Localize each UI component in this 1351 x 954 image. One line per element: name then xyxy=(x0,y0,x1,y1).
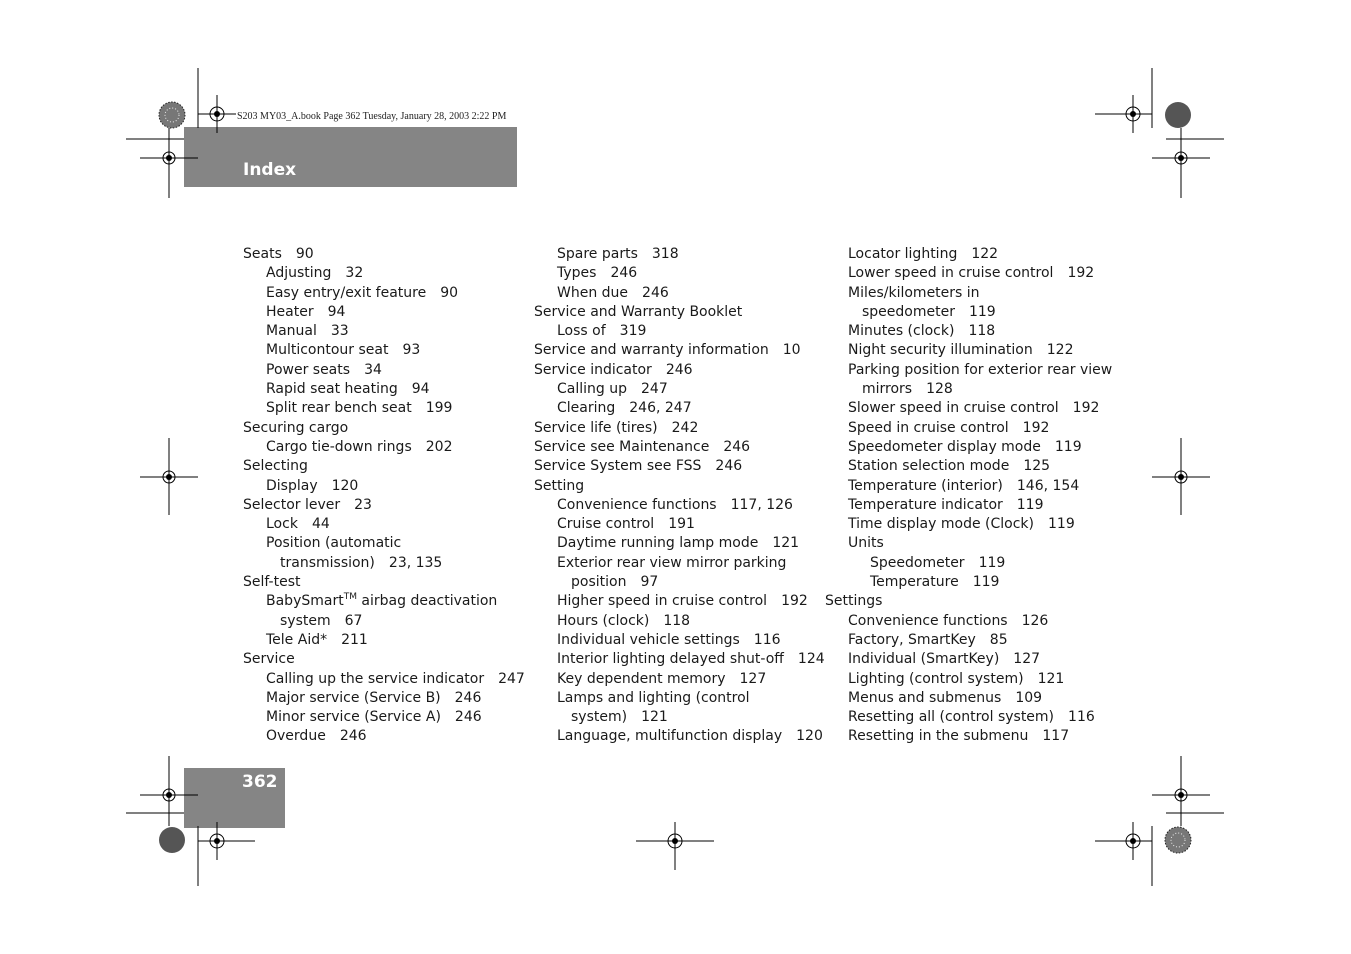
index-term: Daytime running lamp mode xyxy=(557,535,759,552)
index-term: Heater xyxy=(266,303,314,320)
index-page-ref: 119 xyxy=(1054,438,1082,455)
index-term: Calling up xyxy=(557,381,627,398)
index-page-ref: 318 xyxy=(651,246,679,262)
index-term: Convenience functions xyxy=(848,612,1008,629)
index-page-ref: 118 xyxy=(968,323,996,340)
index-page-ref: 85 xyxy=(989,631,1008,648)
index-term: mirrors xyxy=(862,381,913,398)
index-page-ref: 122 xyxy=(1046,342,1074,359)
index-term: Speed in cruise control xyxy=(848,419,1009,436)
index-term: Station selection mode xyxy=(848,458,1010,475)
index-term: Time display mode (Clock) xyxy=(848,516,1034,533)
index-term: Temperature indicator xyxy=(848,496,1003,513)
index-page-ref: 124 xyxy=(797,651,825,668)
index-page-ref: 109 xyxy=(1015,689,1043,706)
index-page-ref: 117 xyxy=(1042,728,1070,745)
index-term: Service and Warranty Booklet xyxy=(534,303,743,320)
index-page-ref: 44 xyxy=(311,516,330,533)
index-page-ref: 127 xyxy=(739,670,767,687)
index-page-ref: 246 xyxy=(665,361,693,378)
index-page-ref: 120 xyxy=(796,728,823,745)
index-term: Key dependent memory xyxy=(557,670,726,687)
index-page-ref: 121 xyxy=(1037,670,1065,687)
index-page-ref: 119 xyxy=(972,574,1000,591)
index-term: position xyxy=(571,574,627,591)
index-page-ref: 247 xyxy=(641,381,668,398)
index-page-ref: 211 xyxy=(341,631,368,648)
section-title: Index xyxy=(243,160,297,180)
index-page-ref: 192 xyxy=(1022,419,1050,436)
index-page-ref: 121 xyxy=(641,709,668,726)
index-term-continued: airbag deactivation xyxy=(356,593,498,610)
index-term: Multicontour seat xyxy=(266,342,389,359)
index-page-ref: 33 xyxy=(330,323,349,340)
index-term: Self-test xyxy=(243,574,301,591)
index-term: Factory, SmartKey xyxy=(848,631,976,648)
index-page-ref: 120 xyxy=(331,477,359,494)
index-page-ref: 242 xyxy=(671,419,699,436)
index-term: Resetting all (control system) xyxy=(848,709,1055,726)
index-term: Split rear bench seat xyxy=(266,400,412,417)
index-page-ref: 246 xyxy=(715,458,743,475)
index-term: Manual xyxy=(266,323,317,340)
index-term: Night security illumination xyxy=(848,342,1033,359)
trademark-superscript: TM xyxy=(343,592,357,603)
index-page-ref: 121 xyxy=(772,535,800,552)
index-page-ref: 97 xyxy=(640,574,659,591)
index-page-ref: 119 xyxy=(1048,516,1075,533)
index-term: Adjusting xyxy=(266,265,332,282)
index-page-ref: 23 xyxy=(354,496,372,513)
index-page-ref: 202 xyxy=(425,438,453,455)
index-term: BabySmart xyxy=(266,593,344,610)
index-term: Parking position for exterior rear view xyxy=(848,361,1113,378)
index-page-ref: 32 xyxy=(345,265,364,282)
index-term: Lighting (control system) xyxy=(848,670,1024,687)
index-term: Resetting in the submenu xyxy=(848,728,1029,745)
index-page-ref: 247 xyxy=(498,670,525,687)
index-term: Easy entry/exit feature xyxy=(266,284,427,301)
index-term: Service System see FSS xyxy=(534,458,702,475)
index-term: Lamps and lighting (control xyxy=(557,689,750,706)
index-term: Lock xyxy=(266,516,298,533)
index-term: Power seats xyxy=(266,361,351,378)
index-term: Temperature (interior) xyxy=(848,477,1003,494)
index-term: Rapid seat heating xyxy=(266,381,398,398)
index-page-ref: 122 xyxy=(971,246,999,262)
index-page-ref: 93 xyxy=(402,342,421,359)
index-term: Cargo tie-down rings xyxy=(266,438,412,455)
index-page-ref: 146, 154 xyxy=(1016,477,1080,494)
index-page-ref: 94 xyxy=(327,303,346,320)
index-page-ref: 126 xyxy=(1021,612,1049,629)
index-page-ref: 90 xyxy=(440,284,459,301)
index-term: Overdue xyxy=(266,728,326,745)
index-term: Tele Aid* xyxy=(266,631,328,648)
index-term: Menus and submenus xyxy=(848,689,1002,706)
index-term: speedometer xyxy=(862,303,955,320)
index-term: Minor service (Service A) xyxy=(266,709,441,726)
index-page-ref: 118 xyxy=(663,612,691,629)
index-page-ref: 90 xyxy=(295,246,314,262)
index-page-ref: 192 xyxy=(1067,265,1095,282)
index-term: transmission) xyxy=(280,554,375,571)
index-term: system xyxy=(280,612,331,629)
index-term: system) xyxy=(571,709,628,726)
index-term: Units xyxy=(848,535,884,552)
index-term: Miles/kilometers in xyxy=(848,284,980,301)
index-page-ref: 319 xyxy=(619,323,647,340)
page-number: 362 xyxy=(242,772,278,792)
index-page-ref: 116 xyxy=(1068,709,1095,726)
index-page-ref: 23, 135 xyxy=(388,554,443,571)
index-page-ref: 116 xyxy=(753,631,781,648)
index-page-ref: 119 xyxy=(978,554,1006,571)
index-term: Speedometer display mode xyxy=(848,438,1041,455)
index-term: Slower speed in cruise control xyxy=(848,400,1059,417)
index-term: Exterior rear view mirror parking xyxy=(557,554,787,571)
index-page-ref: 34 xyxy=(364,361,382,378)
print-header-line: S203 MY03_A.book Page 362 Tuesday, January 28, 2003 2:22 PM xyxy=(237,111,507,122)
index-term: Minutes (clock) xyxy=(848,323,955,340)
index-page-ref: 199 xyxy=(425,400,453,417)
index-page-ref: 117, 126 xyxy=(730,496,793,513)
index-term: Language, multifunction display xyxy=(557,728,783,745)
index-term: Interior lighting delayed shut-off xyxy=(557,651,784,668)
index-page-ref: 192 xyxy=(1072,400,1100,417)
index-term: Clearing xyxy=(557,400,616,417)
index-page-ref: 192 xyxy=(781,593,808,610)
index-page-ref: 128 xyxy=(926,381,953,398)
index-page-ref: 191 xyxy=(668,516,695,533)
index-term: Display xyxy=(266,477,318,494)
index-term: Loss of xyxy=(557,323,606,340)
index-term: Calling up the service indicator xyxy=(266,670,485,687)
index-term: Service indicator xyxy=(534,361,652,378)
index-page-ref: 246, 247 xyxy=(629,400,692,417)
index-term: Major service (Service B) xyxy=(266,689,441,706)
index-page-ref: 67 xyxy=(344,612,363,629)
index-term: Speedometer xyxy=(870,554,965,571)
index-page-ref: 246 xyxy=(454,689,482,706)
index-page-ref: 125 xyxy=(1023,458,1051,475)
index-term: Setting xyxy=(534,477,585,494)
index-page-ref: 94 xyxy=(411,381,430,398)
index-term: Convenience functions xyxy=(557,496,717,513)
index-page-ref: 246 xyxy=(339,728,367,745)
index-page-ref: 246 xyxy=(642,284,669,301)
index-term: Types xyxy=(557,265,597,282)
index-term: Service and warranty information xyxy=(534,342,769,359)
index-term: Hours (clock) xyxy=(557,612,650,629)
index-term: Service see Maintenance xyxy=(534,438,710,455)
index-term: Locator lighting xyxy=(848,246,958,262)
index-term: Temperature xyxy=(870,574,959,591)
index-page-ref: 127 xyxy=(1013,651,1041,668)
index-term: Settings xyxy=(825,593,883,610)
index-term: Seats xyxy=(243,246,282,262)
index-term: Selector lever xyxy=(243,496,341,513)
index-term: Cruise control xyxy=(557,516,655,533)
index-term: Individual (SmartKey) xyxy=(848,651,1000,668)
index-term: Selecting xyxy=(243,458,308,475)
index-term: Higher speed in cruise control xyxy=(557,593,768,610)
index-page-ref: 10 xyxy=(782,342,801,359)
index-page-ref: 246 xyxy=(454,709,482,726)
index-page-ref: 246 xyxy=(610,265,638,282)
index-page-ref: 119 xyxy=(968,303,996,320)
index-term: Securing cargo xyxy=(243,419,349,436)
index-term: Individual vehicle settings xyxy=(557,631,740,648)
index-term: Service xyxy=(243,651,295,668)
index-term: Lower speed in cruise control xyxy=(848,265,1054,282)
index-page-ref: 246 xyxy=(723,438,751,455)
index-term: When due xyxy=(557,284,629,301)
index-term: Spare parts xyxy=(557,246,638,262)
index-page-ref: 119 xyxy=(1016,496,1044,513)
index-term: Position (automatic xyxy=(266,535,402,552)
index-term: Service life (tires) xyxy=(534,419,658,436)
